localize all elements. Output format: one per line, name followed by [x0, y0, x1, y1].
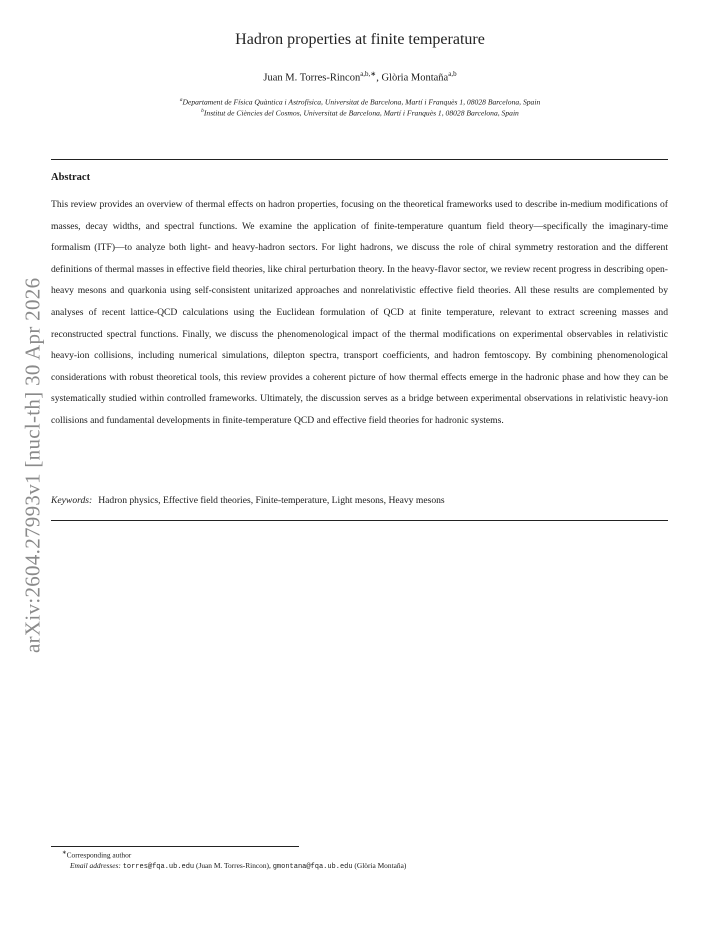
- author-affiliation-marks: a,b: [448, 70, 457, 78]
- email-label: Email addresses:: [70, 861, 121, 870]
- author-name: Glòria Montaña: [381, 72, 449, 84]
- author-list: [0, 70, 720, 84]
- keywords-line: [51, 495, 668, 506]
- affiliation-text: Institut de Ciències del Cosmos, Universitat de Barcelona, Martí i Franquès 1, 08028 Barcelona, Spain: [203, 108, 519, 118]
- abstract-body: This review provides an overview of thermal effects on hadron properties, focusing on the theoretical frameworks used to describe in-medium modifications of masses, decay widths, and spectral functions. We examine the application of finite-temperature quantum field theory—specifically the imaginary-time formalism (ITF)—to analyze both light- and heavy-hadron sectors. For light hadrons, we discuss the role of chiral symmetry restoration and the different definitions of thermal masses in effective field theories, like chiral perturbation theory. In the heavy-flavor sector, we review recent progress in describing open-heavy mesons and quarkonia using self-consistent unitarized approaches and nonrelativistic effective field theories. All these results are complemented by analyses of recent lattice-QCD calculations using the Euclidean formulation of QCD at finite temperature, relevant to extract screening masses and reconstructed spectral functions. Finally, we discuss the phenomenological impact of the thermal modifications on experimental observables in relativistic heavy-ion collisions, including numerical simulations, dilepton spectra, transport coefficients, and hadron femtoscopy. By combining phenomenological considerations with robust theoretical tools, this review provides a coherent picture of how thermal effects emerge in the hadronic phase and how they can be systematically studied within controlled frameworks. Ultimately, the discussion serves as a bridge between experimental observations in relativistic heavy-ion collisions and fundamental developments in finite-temperature QCD and effective field theories for hadronic systems.: [51, 199, 668, 426]
- keywords-label: Keywords:: [51, 495, 93, 506]
- keywords-list: Hadron physics, Effective field theories, Finite-temperature, Light mesons, Heavy mesons: [98, 495, 445, 506]
- corresponding-author-footnote: [62, 850, 131, 859]
- footnote-mark: ∗: [62, 850, 67, 856]
- paper-title: Hadron properties at finite temperature: [235, 31, 485, 48]
- email-address[interactable]: gmontana@fqa.ub.edu: [272, 863, 353, 871]
- email-owner: (Juan M. Torres-Rincon): [195, 861, 270, 870]
- author-name: Juan M. Torres-Rincon: [263, 72, 361, 84]
- affiliation-mark: a: [179, 97, 183, 103]
- abstract-bottom-rule: [51, 520, 668, 521]
- footnote-text: Corresponding author: [66, 850, 132, 860]
- affiliation: [0, 97, 720, 107]
- email-owner: (Glòria Montaña): [354, 861, 407, 870]
- email-address[interactable]: torres@fqa.ub.edu: [122, 863, 195, 871]
- affiliation: [0, 108, 720, 118]
- affiliation-text: Departament de Física Quàntica i Astrofísica, Universitat de Barcelona, Martí i Franquès 1, 08028 Barcelona, Spain: [182, 97, 541, 107]
- arxiv-identifier: arXiv:2604.27993v1 [nucl-th] 30 Apr 2026: [20, 277, 45, 653]
- author-affiliation-marks: a,b,∗: [360, 70, 377, 78]
- email-footnote: Email addresses: torres@fqa.ub.edu (Juan M. Torres-Rincon), gmontana@fqa.ub.edu (Glòria Montaña): [70, 861, 407, 871]
- footnote-rule: [51, 846, 299, 847]
- abstract-top-rule: [51, 159, 668, 160]
- affiliation-mark: b: [201, 108, 204, 114]
- author-separator: ,: [376, 72, 382, 84]
- abstract-heading: Abstract: [51, 172, 91, 183]
